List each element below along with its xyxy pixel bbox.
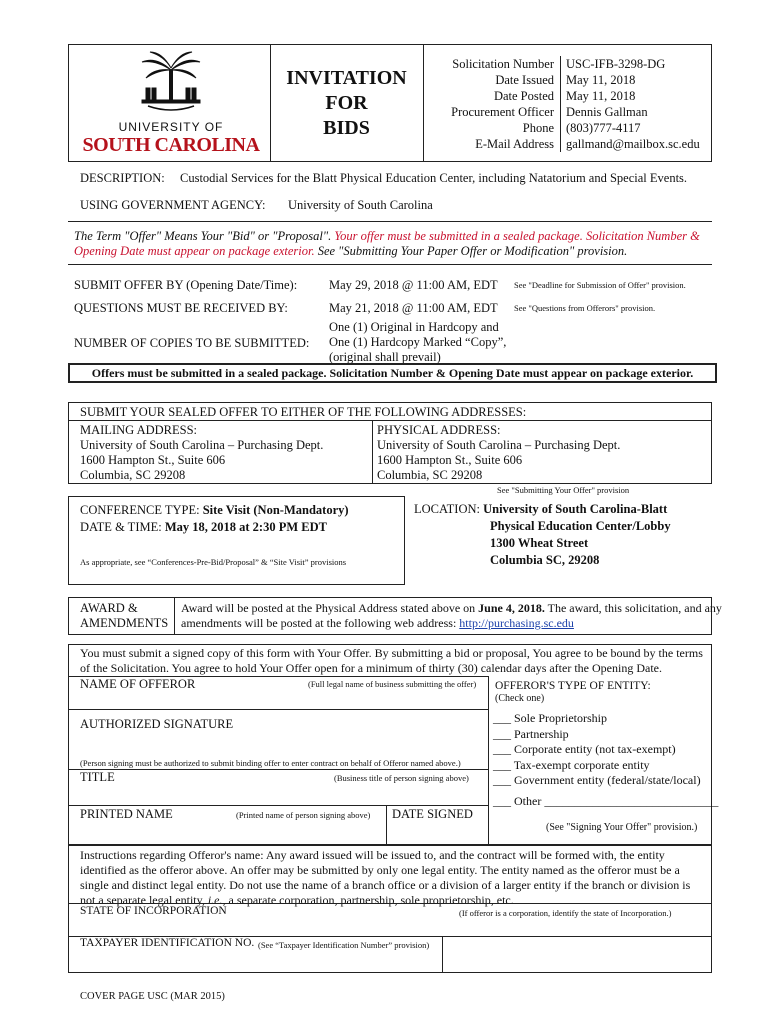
entity-options (493, 711, 718, 809)
conference-note: As appropriate, see “Conferences-Pre-Bid/Proposal” & “Site Visit” provisions (80, 557, 347, 567)
location-line-3: 1300 Wheat Street (490, 536, 589, 550)
questions-note: See "Questions from Offerors" provision. (514, 303, 656, 313)
entity-option-corporate[interactable]: ___ Corporate entity (not tax-exempt) (493, 742, 676, 756)
award-text-b: The award, this solicitation, and any (544, 601, 722, 615)
email-value: gallmand@mailbox.sc.edu (566, 137, 700, 151)
submit-label: SUBMIT OFFER BY (Opening Date/Time): (74, 278, 298, 292)
offeror-name-label: NAME OF OFFEROR (80, 677, 196, 691)
physical-address (377, 423, 620, 483)
entity-option-government[interactable]: ___ Government entity (federal/state/local) (493, 773, 701, 787)
conference-datetime-value: May 18, 2018 at 2:30 PM EDT (164, 520, 327, 534)
location-line-4: Columbia SC, 29208 (490, 553, 600, 567)
logo-south-carolina: SOUTH CAROLINA (82, 134, 260, 156)
award-label-1: AWARD & (80, 601, 138, 615)
procurement-officer-value: Dennis Gallman (566, 105, 648, 119)
mailing-label: MAILING ADDRESS: (80, 423, 198, 437)
term-notice (74, 229, 704, 259)
solicitation-values (566, 56, 710, 152)
copies-line-2: One (1) Hardcopy Marked “Copy”, (329, 335, 507, 349)
mailing-line-1: University of South Carolina – Purchasing Dept. (80, 438, 324, 452)
location-line-1: University of South Carolina-Blatt (483, 502, 668, 516)
title-note: (Business title of person signing above) (334, 773, 469, 783)
award-text (181, 601, 722, 631)
agency-value: University of South Carolina (288, 198, 433, 212)
mailing-line-3: Columbia, SC 29208 (80, 468, 186, 482)
description-value: Custodial Services for the Blatt Physical Education Center, including Natatorium and Special Events. (180, 171, 688, 185)
conference-type-label: CONFERENCE TYPE: (80, 503, 203, 517)
title-label: TITLE (80, 770, 115, 784)
addresses-heading: SUBMIT YOUR SEALED OFFER TO EITHER OF THE FOLLOWING ADDRESSES: (80, 405, 527, 419)
term-text-1: The Term "Offer" Means Your "Bid" or "Proposal". (74, 229, 335, 243)
signature-intro: You must submit a signed copy of this form with Your Offer. By submitting a bid or proposal, You agree to be bound by the terms of the Solicitation. You agree to hold Your Offer open for a minimum of thirty (30) calendar days after the Opening Date. (80, 646, 703, 675)
conference-location (414, 501, 671, 569)
physical-line-3: Columbia, SC 29208 (377, 468, 483, 482)
questions-label: QUESTIONS MUST BE RECEIVED BY: (74, 301, 288, 315)
entity-option-tax-exempt[interactable]: ___ Tax-exempt corporate entity (493, 757, 650, 772)
submit-note: See "Deadline for Submission of Offer" provision. (514, 280, 686, 290)
term-text-red: Your offer must be submitted in a sealed package. Solicitation Number & Opening Date must appear on package exterior. (74, 229, 700, 258)
mailing-line-2: 1600 Hampton St., Suite 606 (80, 453, 226, 467)
date-signed-field[interactable] (390, 823, 486, 843)
copies-line-1: One (1) Original in Hardcopy and (329, 320, 499, 334)
palmetto-seal-icon (76, 50, 266, 120)
entity-type (495, 680, 707, 704)
conference-type (80, 503, 349, 518)
date-posted-value: May 11, 2018 (566, 89, 636, 103)
copies-value (329, 320, 506, 365)
title-line-2: FOR (325, 92, 368, 114)
taxpayer-id-note: (See “Taxpayer Identification Number” provision) (258, 940, 430, 950)
agency-label: USING GOVERNMENT AGENCY: (80, 198, 266, 212)
award-date: June 4, 2018. (478, 601, 545, 615)
procurement-officer-label: Procurement Officer (451, 105, 554, 119)
submit-value: May 29, 2018 @ 11:00 AM, EDT (329, 278, 498, 292)
location-label: LOCATION: (414, 502, 484, 516)
mailing-address (80, 423, 323, 483)
instructions-text-2: , a separate corporation, partnership, sole proprietorship, etc. (222, 893, 514, 907)
term-text-2: See "Submitting Your Paper Offer or Modification" provision. (314, 244, 628, 258)
title-field[interactable] (70, 786, 486, 804)
state-incorporation-label: STATE OF INCORPORATION (80, 905, 227, 917)
instructions-ie: i.e. (207, 893, 223, 907)
award-text-c: amendments will be posted at the following web address: (181, 616, 460, 630)
entity-option-sole-proprietorship[interactable]: ___ Sole Proprietorship (493, 711, 607, 725)
solicitation-labels (426, 56, 554, 152)
sealed-banner (68, 363, 717, 383)
description-label: DESCRIPTION: (80, 171, 165, 185)
taxpayer-id-field[interactable] (70, 952, 440, 971)
purchasing-link[interactable]: http://purchasing.sc.edu (459, 616, 574, 630)
logo-university-of: UNIVERSITY OF (118, 120, 224, 134)
copies-line-3: (original shall prevail) (329, 350, 441, 364)
page-title (270, 66, 423, 141)
physical-label: PHYSICAL ADDRESS: (377, 423, 501, 437)
entity-option-partnership[interactable]: ___ Partnership (493, 726, 569, 741)
copies-label: NUMBER OF COPIES TO BE SUBMITTED: (74, 336, 310, 350)
questions-value: May 21, 2018 @ 11:00 AM, EDT (329, 301, 498, 315)
sealed-banner-text: Offers must be submitted in a sealed package. Solicitation Number & Opening Date must appear on package exterior. (91, 366, 694, 380)
award-text-a: Award will be posted at the Physical Address stated above on (181, 601, 479, 615)
entity-check-note: (Check one) (495, 693, 545, 704)
title-line-1: INVITATION (286, 67, 407, 89)
location-line-2: Physical Education Center/Lobby (490, 519, 671, 533)
printed-name-note: (Printed name of person signing above) (236, 810, 371, 820)
addresses-note: See "Submitting Your Offer" provision (497, 485, 630, 495)
date-issued-label: Date Issued (495, 73, 554, 87)
phone-label: Phone (522, 121, 554, 135)
authorized-signature-field[interactable] (70, 733, 486, 753)
title-line-3: BIDS (323, 117, 370, 139)
offeror-name-note: (Full legal name of business submitting the offer) (308, 679, 477, 689)
state-incorporation-note: (If offeror is a corporation, identify the state of Incorporation.) (459, 908, 672, 918)
footer-text: COVER PAGE USC (MAR 2015) (80, 991, 225, 1002)
authorized-signature-note: (Person signing must be authorized to submit binding offer to enter contract on behalf of Offeror named above.) (80, 758, 461, 768)
printed-name-label: PRINTED NAME (80, 807, 173, 821)
physical-line-1: University of South Carolina – Purchasing Dept. (377, 438, 621, 452)
printed-name-field[interactable] (70, 823, 382, 843)
state-incorporation-field[interactable] (70, 920, 710, 934)
solicitation-number-label: Solicitation Number (452, 57, 554, 71)
email-label: E-Mail Address (475, 137, 554, 151)
solicitation-number-value: USC-IFB-3298-DG (566, 57, 666, 71)
award-label-2: AMENDMENTS (80, 616, 169, 630)
entity-heading: OFFEROR'S TYPE OF ENTITY: (495, 680, 651, 692)
instructions-text-1: Instructions regarding Offeror's name: Any award issued will be issued to, and the contract will be formed with, the entity identified as the offeror above. An offer may be submitted by only one legal entity. The entity named as the offeror must be a single and distinct legal entity. Do not use the name of a branch office or a division of a larger entity if the branch or division is not a separate legal entity, (80, 848, 691, 907)
university-logo (76, 50, 266, 158)
entity-note: (See "Signing Your Offer" provision.) (546, 822, 698, 833)
conference-datetime (80, 520, 327, 535)
entity-option-other[interactable]: ___ Other _____________________________ (493, 793, 719, 808)
authorized-signature-label: AUTHORIZED SIGNATURE (80, 717, 234, 731)
award-label (80, 601, 168, 631)
date-issued-value: May 11, 2018 (566, 73, 636, 87)
conference-type-value: Site Visit (Non-Mandatory) (202, 503, 349, 517)
taxpayer-id-label: TAXPAYER IDENTIFICATION NO. (80, 937, 255, 949)
instructions-text (80, 848, 708, 908)
date-posted-label: Date Posted (493, 89, 554, 103)
offeror-name-field[interactable] (70, 692, 486, 708)
phone-value: (803)777-4117 (566, 121, 641, 135)
conference-datetime-label: DATE & TIME: (80, 520, 165, 534)
physical-line-2: 1600 Hampton St., Suite 606 (377, 453, 523, 467)
date-signed-label: DATE SIGNED (392, 807, 473, 821)
